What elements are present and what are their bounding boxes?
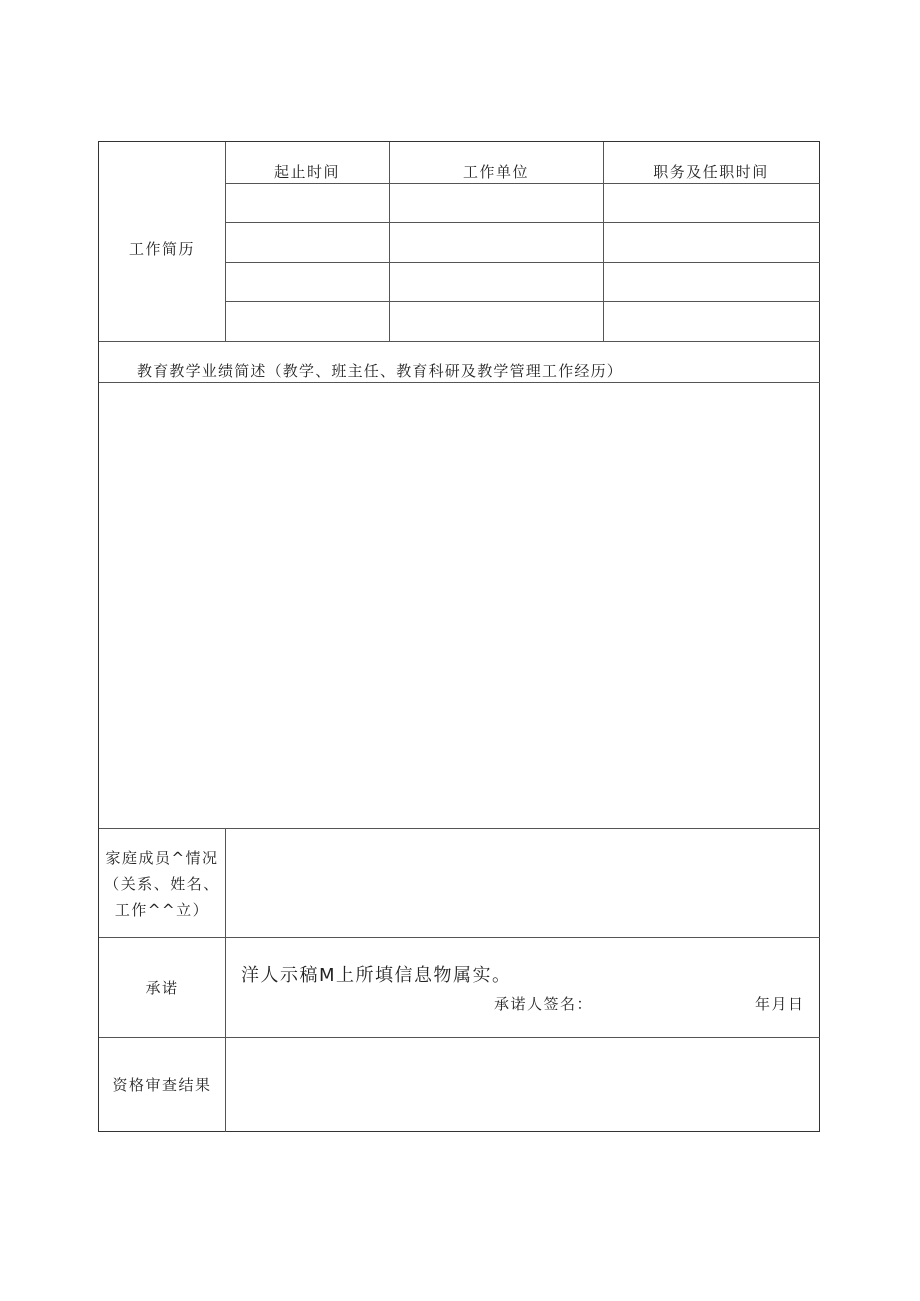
- table-cell[interactable]: [390, 223, 603, 262]
- table-cell[interactable]: [226, 263, 389, 301]
- table-cell[interactable]: [390, 263, 603, 301]
- commitment-statement: 洋人示稿M上所填信息物属实。: [241, 965, 512, 986]
- review-label: 资格审查结果: [112, 1076, 212, 1094]
- table-cell[interactable]: [390, 184, 603, 222]
- signature-label: 承诺人签名：: [494, 995, 594, 1013]
- column-header-position: 职务及任职时间: [653, 163, 769, 181]
- column-header-period: 起止时间: [273, 163, 341, 181]
- achievements-heading: 教育教学业绩简述（教学、班主任、教育科研及教学管理工作经历）: [137, 362, 624, 380]
- registration-form: [98, 141, 820, 1132]
- family-label-line-2: （关系、姓名、: [104, 875, 220, 893]
- table-cell[interactable]: [604, 223, 820, 262]
- work-history-label: 工作简历: [128, 240, 196, 258]
- table-cell[interactable]: [604, 302, 820, 341]
- family-content[interactable]: [226, 829, 820, 937]
- achievements-content[interactable]: [100, 383, 820, 828]
- table-cell[interactable]: [226, 223, 389, 262]
- family-label-line-1: 家庭成员^情况: [105, 849, 219, 867]
- commitment-label: 承诺: [145, 979, 179, 997]
- table-cell[interactable]: [226, 302, 389, 341]
- table-cell[interactable]: [390, 302, 603, 341]
- family-label-line-3: 工作^^立）: [114, 901, 210, 919]
- table-cell[interactable]: [604, 184, 820, 222]
- table-cell[interactable]: [604, 263, 820, 301]
- table-cell[interactable]: [226, 184, 389, 222]
- column-header-employer: 工作单位: [462, 163, 530, 181]
- review-content[interactable]: [226, 1038, 820, 1132]
- date-label: 年月日: [755, 995, 805, 1013]
